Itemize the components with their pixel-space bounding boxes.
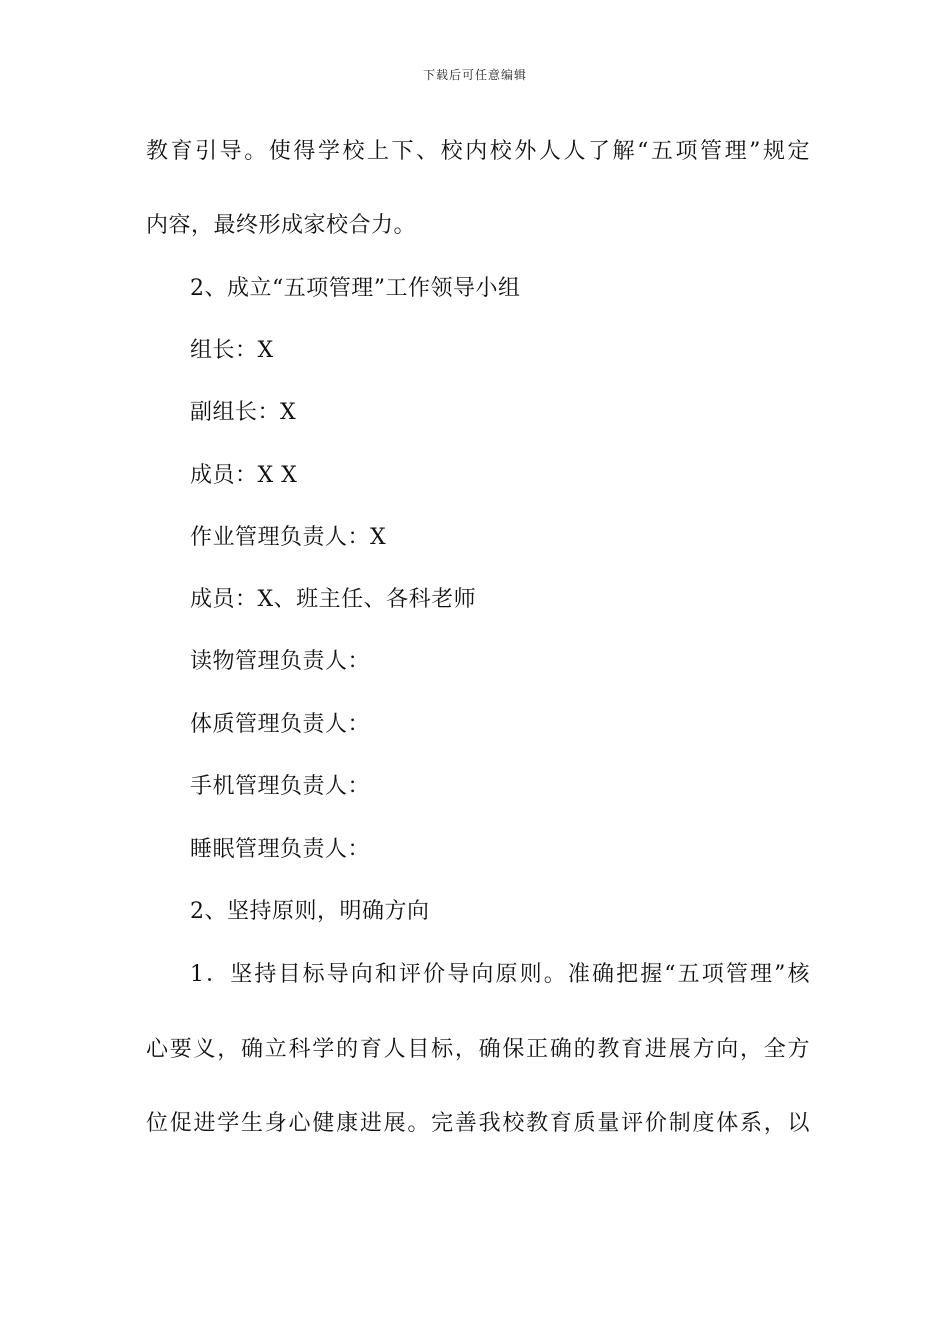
section-heading: 2、坚持原则，明确方向 (190, 899, 430, 924)
paragraph-line: 内容，最终形成家校合力。 (146, 213, 417, 238)
list-item: 手机管理负责人： (190, 774, 371, 799)
header-note: 下载后可任意编辑 (422, 68, 527, 82)
paragraph-line: 1．坚持目标导向和评价导向原则。准确把握“五项管理”核 (190, 962, 810, 987)
list-item: 副组长：X (190, 400, 297, 425)
list-item: 组长：X (190, 338, 274, 363)
list-item: 睡眠管理负责人： (190, 837, 371, 862)
list-item: 作业管理负责人：X (190, 525, 387, 550)
list-item: 体质管理负责人： (190, 712, 371, 737)
section-heading: 2、成立“五项管理”工作领导小组 (190, 276, 521, 301)
paragraph-line: 位促进学生身心健康进展。完善我校教育质量评价制度体系，以 (146, 1111, 810, 1136)
list-item: 读物管理负责人： (190, 649, 371, 674)
paragraph-line: 心要义，确立科学的育人目标，确保正确的教育进展方向，全方 (146, 1037, 810, 1062)
list-item: 成员：X X (190, 463, 298, 488)
list-item: 成员：X、班主任、各科老师 (190, 587, 477, 612)
paragraph-line: 教育引导。使得学校上下、校内校外人人了解“五项管理”规定 (146, 139, 810, 164)
